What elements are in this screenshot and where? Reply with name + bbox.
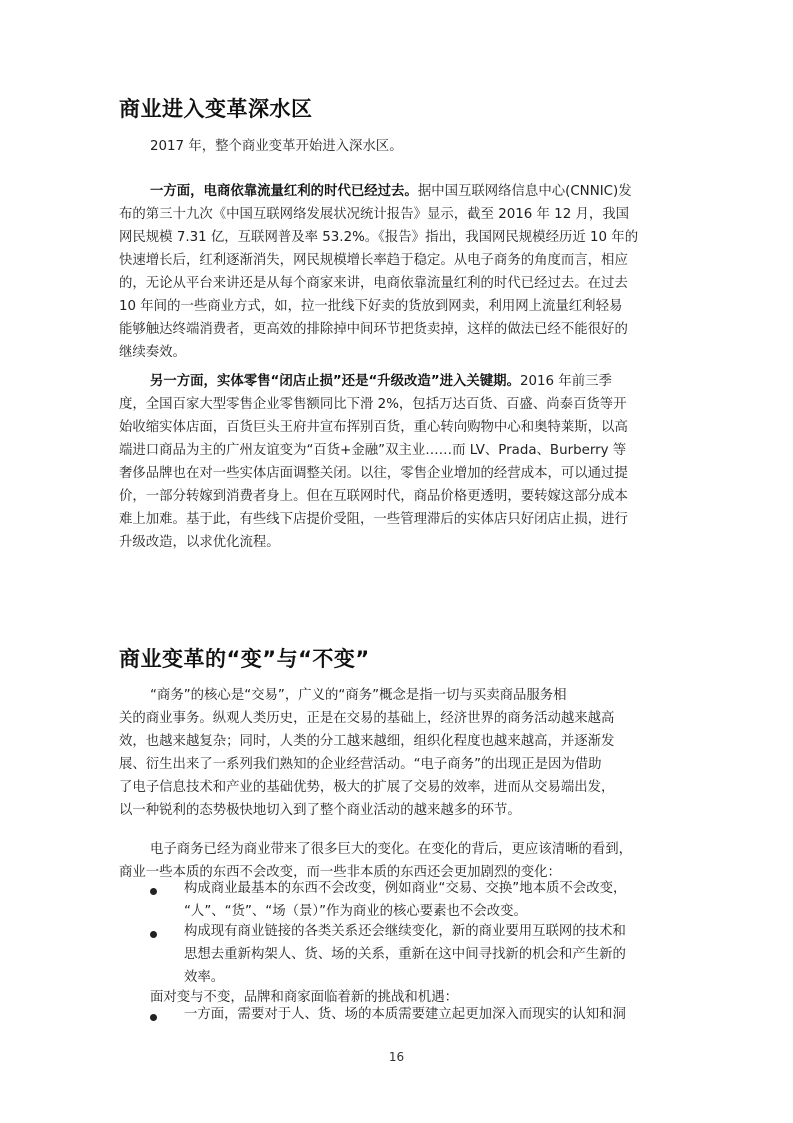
paragraph-line: 继续奏效。 <box>119 345 186 360</box>
list-item-line: 构成商业最基本的东西不会改变，例如商业“交易、交换”地本质不会改变， <box>184 881 627 896</box>
paragraph-line: 难上加难。基于此，有些线下店提价受阻，一些管理滞后的实体店只好闭店止损，进行 <box>119 512 628 527</box>
section-title: 商业进入变革深水区 <box>119 97 313 121</box>
list-item-line: 效率。 <box>184 970 225 985</box>
paragraph-line: 以一种锐利的态势极快地切入到了整个商业活动的越来越多的环节。 <box>119 803 521 818</box>
paragraph-line: 度，全国百家大型零售企业零售额同比下滑 2%，包括万达百货、百盛、尚泰百货等开 <box>119 397 627 412</box>
paragraph-line: 电子商务已经为商业带来了很多巨大的变化。在变化的背后，更应该清晰的看到， <box>150 842 633 857</box>
list-item-line: 构成现有商业链接的各类关系还会继续变化，新的商业要用互联网的技术和 <box>184 924 626 939</box>
bullet-dot-icon <box>150 1014 157 1021</box>
line-rest: 2016 年前三季 <box>519 374 612 389</box>
bold-lead: 另一方面，实体零售“闭店止损”还是“升级改造”进入关键期。 <box>150 374 520 389</box>
paragraph-line: 能够触达终端消费者，更高效的排除掉中间环节把货卖掉，这样的做法已经不能很好的 <box>119 322 628 337</box>
list-item-line: 思想去重新构架人、货、场的关系，重新在这中间寻找新的机会和产生新的 <box>184 947 626 962</box>
paragraph-line: 价，一部分转嫁到消费者身上。但在互联网时代，商品价格更透明，要转嫁这部分成本 <box>119 489 628 504</box>
paragraph-line: 始收缩实体店面，百货巨头王府井宣布挥别百货，重心转向购物中心和奥特莱斯，以高 <box>119 420 628 435</box>
paragraph-line: 的，无论从平台来讲还是从每个商家来讲，电商依靠流量红利的时代已经过去。在过去 <box>119 276 628 291</box>
paragraph-line: 关的商业事务。纵观人类历史，正是在交易的基础上，经济世界的商务活动越来越高 <box>119 711 615 726</box>
paragraph-line: 效，也越来越复杂；同时，人类的分工越来越细，组织化程度也越来越高，并逐渐发 <box>119 734 615 749</box>
bullet-dot-icon <box>150 888 157 895</box>
paragraph-line <box>150 373 612 390</box>
section-title: 商业变革的“变”与“不变” <box>119 647 370 671</box>
bullet-dot-icon <box>150 931 157 938</box>
line-rest: 据中国互联网络信息中心(CNNIC)发 <box>417 184 632 199</box>
page-number: 16 <box>388 1050 405 1064</box>
list-item-line: 一方面，需要对于人、货、场的本质需要建立起更加深入而现实的认知和洞 <box>184 1007 626 1022</box>
intro-line: 2017 年，整个商业变革开始进入深水区。 <box>150 139 403 154</box>
bold-lead: 一方面，电商依靠流量红利的时代已经过去。 <box>150 184 418 199</box>
paragraph-line <box>150 183 632 200</box>
paragraph-line: 网民规模 7.31 亿，互联网普及率 53.2%。《报告》指出，我国网民规模经历近 10 年的 <box>119 230 639 245</box>
paragraph-line: 10 年间的一些商业方式，如，拉一批线下好卖的货放到网卖，利用网上流量红利轻易 <box>119 299 623 314</box>
list-item-line: “人”、“货”、“场（景）”作为商业的核心要素也不会改变。 <box>184 904 527 919</box>
paragraph-line: 升级改造，以求优化流程。 <box>119 535 280 550</box>
paragraph-line: 奢侈品牌也在对一些实体店面调整关闭。以往，零售企业增加的经营成本，可以通过提 <box>119 466 628 481</box>
paragraph-line: 商业一些本质的东西不会改变，而一些非本质的东西还会更加剧烈的变化： <box>119 865 561 880</box>
paragraph-line: 快速增长后，红利逐渐消失，网民规模增长率趋于稳定。从电子商务的角度而言，相应 <box>119 253 628 268</box>
paragraph-line: 端进口商品为主的广州友谊变为“百货+金融”双主业……而 LV、Prada、Burberry 等 <box>119 443 627 458</box>
paragraph-line: 展、衍生出来了一系列我们熟知的企业经营活动。“电子商务”的出现正是因为借助 <box>119 757 602 772</box>
paragraph-line: 了电子信息技术和产业的基础优势，极大的扩展了交易的效率，进而从交易端出发， <box>119 780 615 795</box>
paragraph-line: 面对变与不变，品牌和商家面临着新的挑战和机遇： <box>150 990 458 1005</box>
paragraph-line: 布的第三十九次《中国互联网络发展状况统计报告》显示，截至 2016 年 12 月，我国 <box>119 207 630 222</box>
paragraph-line: “商务”的核心是“交易”，广义的“商务”概念是指一切与买卖商品服务相 <box>150 688 567 703</box>
